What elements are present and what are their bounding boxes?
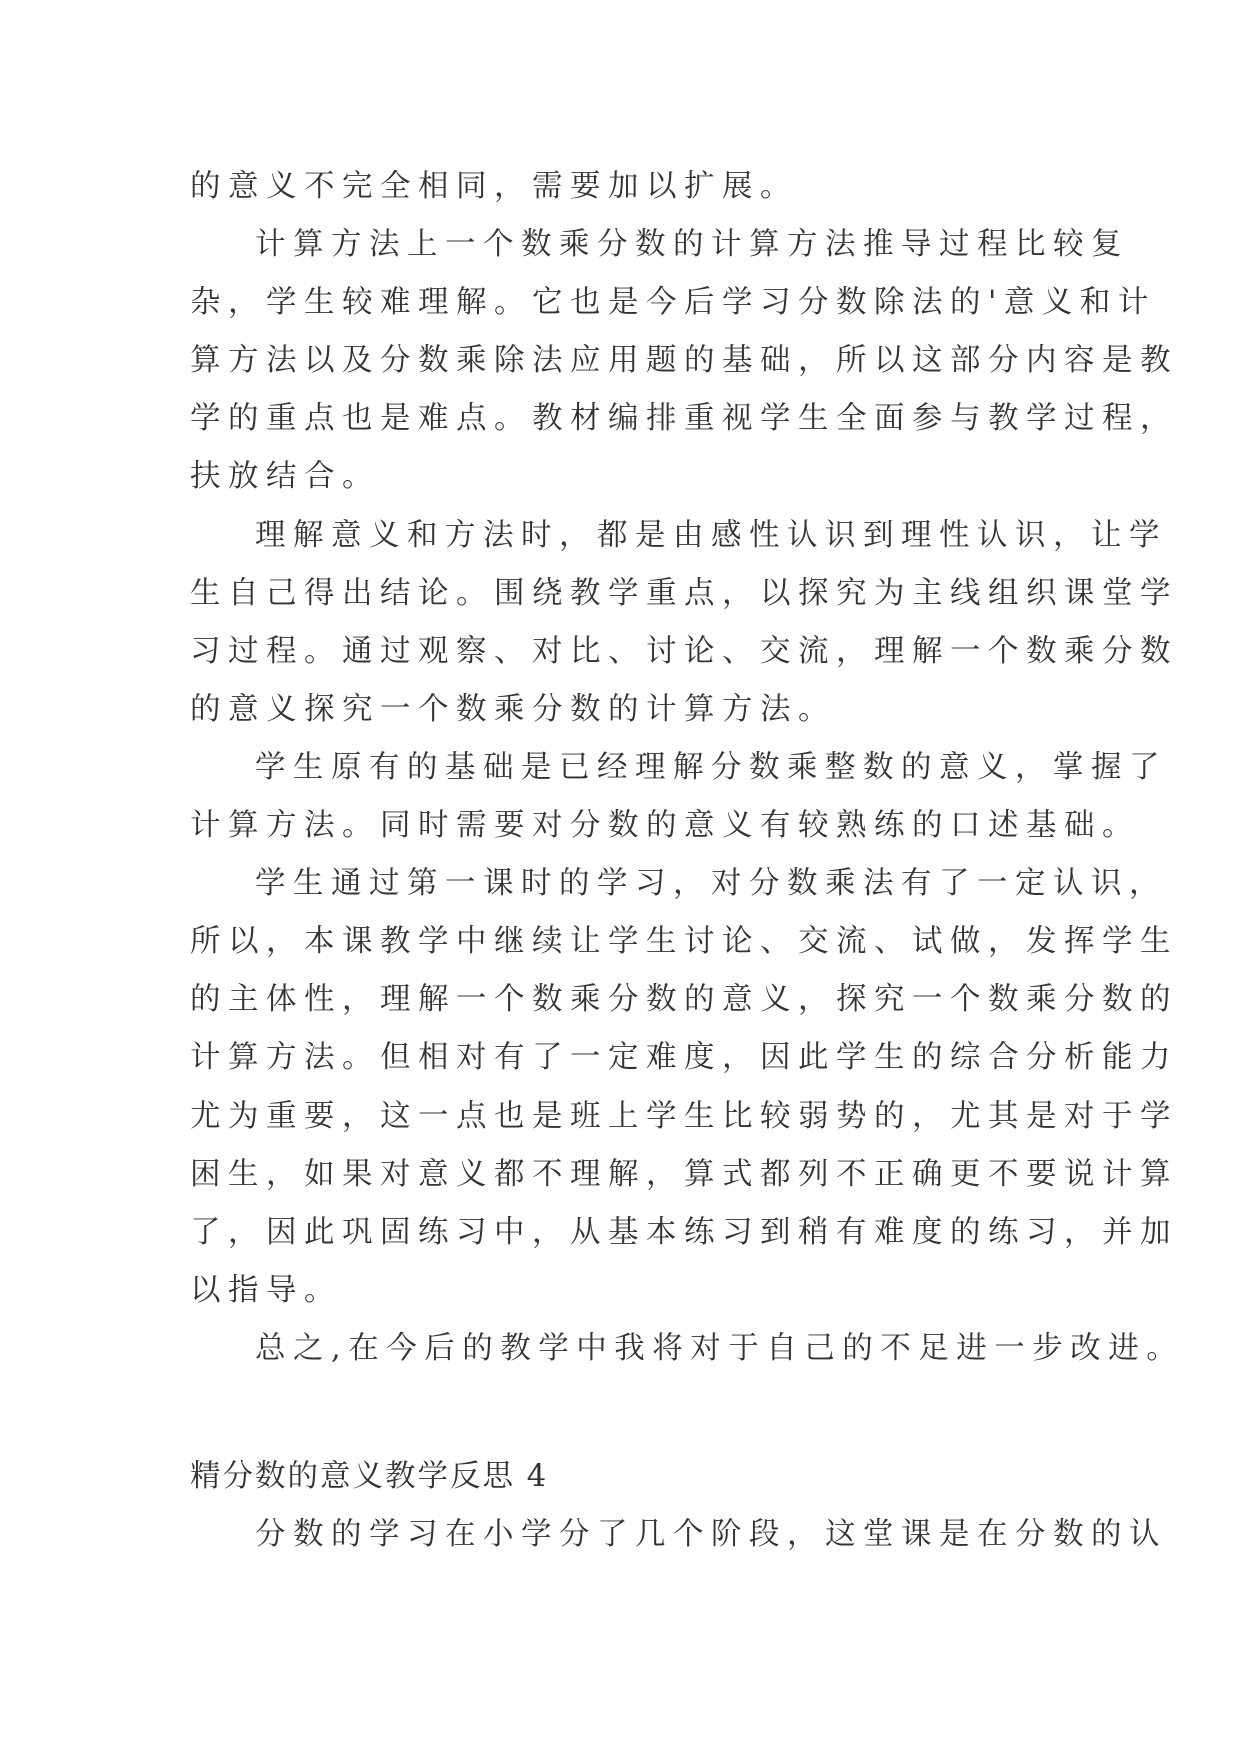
text-line: 尤为重要，这一点也是班上学生比较弱势的，尤其是对于学 — [190, 1098, 1178, 1134]
text-line: 的主体性，理解一个数乘分数的意义，探究一个数乘分数的 — [190, 982, 1178, 1018]
text-line: 的意义探究一个数乘分数的计算方法。 — [190, 691, 836, 727]
text-line: 算方法以及分数乘除法应用题的基础，所以这部分内容是教 — [190, 343, 1178, 379]
text-line: 总之,在今后的教学中我将对于自己的不足进一步改进。 — [255, 1330, 1185, 1366]
text-line: 生自己得出结论。围绕教学重点，以探究为主线组织课堂学 — [190, 575, 1178, 611]
text-line: 以指导。 — [190, 1272, 342, 1308]
document-body — [190, 158, 1185, 1564]
text-line: 理解意义和方法时，都是由感性认识到理性认识，让学 — [255, 517, 1167, 553]
text-line: 习过程。通过观察、对比、讨论、交流，理解一个数乘分数 — [190, 633, 1178, 669]
text-line: 了，因此巩固练习中，从基本练习到稍有难度的练习，并加 — [190, 1214, 1178, 1250]
paragraph-first-lesson — [190, 855, 1178, 1320]
text-line: 学的重点也是难点。教材编排重视学生全面参与教学过程， — [190, 401, 1178, 437]
paragraph-prior-knowledge — [190, 739, 1167, 855]
text-line: 所以，本课教学中继续让学生讨论、交流、试做，发挥学生 — [190, 924, 1178, 960]
paragraph-section-intro — [190, 1506, 1167, 1564]
paragraph-continuation — [190, 158, 1060, 216]
text-line: 的意义不完全相同，需要加以扩展。 — [190, 169, 798, 204]
section-title: 精分数的意义教学反思 4 — [190, 1458, 549, 1494]
text-line: 计算方法。同时需要对分数的意义有较熟练的口述基础。 — [190, 808, 1140, 844]
text-line: 计算方法。但相对有了一定难度，因此学生的综合分析能力 — [190, 1040, 1178, 1076]
text-line: 分数的学习在小学分了几个阶段，这堂课是在分数的认 — [255, 1517, 1167, 1553]
text-line: 扶放结合。 — [190, 459, 380, 495]
section-spacer — [190, 1378, 1060, 1448]
text-line: 学生原有的基础是已经理解分数乘整数的意义，掌握了 — [255, 749, 1167, 785]
paragraph-conclusion — [190, 1320, 1185, 1378]
paragraph-understanding — [190, 507, 1178, 739]
text-line: 困生，如果对意义都不理解，算式都列不正确更不要说计算 — [190, 1156, 1178, 1192]
paragraph-calculation-method — [190, 216, 1178, 506]
text-line: 计算方法上一个数乘分数的计算方法推导过程比较复 — [255, 227, 1129, 263]
text-line: 杂，学生较难理解。它也是今后学习分数除法的'意义和计 — [190, 285, 1156, 321]
text-line: 学生通过第一课时的学习，对分数乘法有了一定认识， — [255, 866, 1167, 902]
